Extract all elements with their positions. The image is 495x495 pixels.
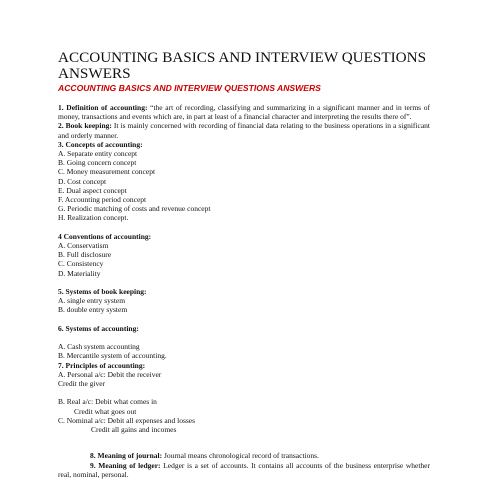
accounting-systems-heading: 6. Systems of accounting: <box>58 323 139 333</box>
accounting-system-item: B. Mercantile system of accounting. <box>58 351 167 361</box>
concept-item: F. Accounting period concept <box>58 195 147 205</box>
real-account-rule-credit: Credit what goes out <box>74 406 137 416</box>
convention-item: D. Materiality <box>58 268 101 278</box>
spacer <box>58 333 430 342</box>
convention-item: A. Conservatism <box>58 241 109 251</box>
definition-accounting-text: “the art of recording, classifying and summarizing in a significant manner and in terms of money, transactions and events which are, in part at least of a financial character and interpreting the results there of”. <box>58 103 430 122</box>
spacer <box>58 388 430 397</box>
real-account-rule: B. Real a/c: Debit what comes in <box>58 397 157 407</box>
definition-accounting <box>58 103 430 121</box>
conventions-heading: 4 Conventions of accounting: <box>58 231 152 241</box>
bookkeeping-system-item: B. double entry system <box>58 305 128 315</box>
concept-item: D. Cost concept <box>58 176 107 186</box>
concept-item: C. Money measurement concept <box>58 167 156 177</box>
concept-item: G. Periodic matching of costs and revenue concept <box>58 204 211 214</box>
book-keeping <box>58 121 430 139</box>
meaning-journal-text: Journal means chronological record of transactions. <box>162 451 319 461</box>
bookkeeping-systems-heading: 5. Systems of book keeping: <box>58 287 147 297</box>
spacer <box>58 278 430 287</box>
meaning-journal <box>58 451 430 460</box>
concept-item: A. Separate entity concept <box>58 149 138 159</box>
concepts-heading: 3. Concepts of accounting: <box>58 139 143 149</box>
principles-heading: 7. Principles of accounting: <box>58 360 146 370</box>
nominal-account-rule: C. Nominal a/c: Debit all expenses and losses <box>58 415 196 425</box>
accounting-system-item: A. Cash system accounting <box>58 342 140 352</box>
document-title: ACCOUNTING BASICS AND INTERVIEW QUESTIONS ANSWERS <box>58 49 427 82</box>
meaning-ledger <box>58 461 430 479</box>
concept-item: H. Realization concept. <box>58 213 129 223</box>
document-subtitle: ACCOUNTING BASICS AND INTERVIEW QUESTIONS ANSWERS <box>58 83 321 93</box>
document-body <box>58 103 430 479</box>
convention-item: C. Consistency <box>58 259 104 269</box>
book-keeping-text: It is mainly concerned with recording of financial data relating to the business operations in a significant and orderly manner. <box>58 121 430 140</box>
personal-account-rule-credit: Credit the giver <box>58 379 106 389</box>
book-keeping-label: 2. Book keeping: <box>58 121 112 131</box>
meaning-ledger-label: 9. Meaning of ledger: <box>90 460 161 470</box>
document-page <box>58 50 430 479</box>
convention-item: B. Full disclosure <box>58 250 112 260</box>
bookkeeping-system-item: A. single entry system <box>58 296 126 306</box>
spacer <box>58 223 430 232</box>
personal-account-rule: A. Personal a/c: Debit the receiver <box>58 369 162 379</box>
concept-item: E. Dual aspect concept <box>58 185 127 195</box>
definition-accounting-label: 1. Definition of accounting: <box>58 103 148 112</box>
meaning-ledger-text: Ledger is a set of accounts. It contains all accounts of the business enterprise whether real, nominal, personal. <box>58 460 430 479</box>
spacer <box>58 443 430 451</box>
meaning-journal-label: 8. Meaning of journal: <box>90 451 163 461</box>
spacer <box>58 315 430 324</box>
spacer <box>58 434 430 443</box>
concept-item: B. Going concern concept <box>58 158 137 168</box>
nominal-account-rule-credit: Credit all gains and incomes <box>91 425 177 435</box>
